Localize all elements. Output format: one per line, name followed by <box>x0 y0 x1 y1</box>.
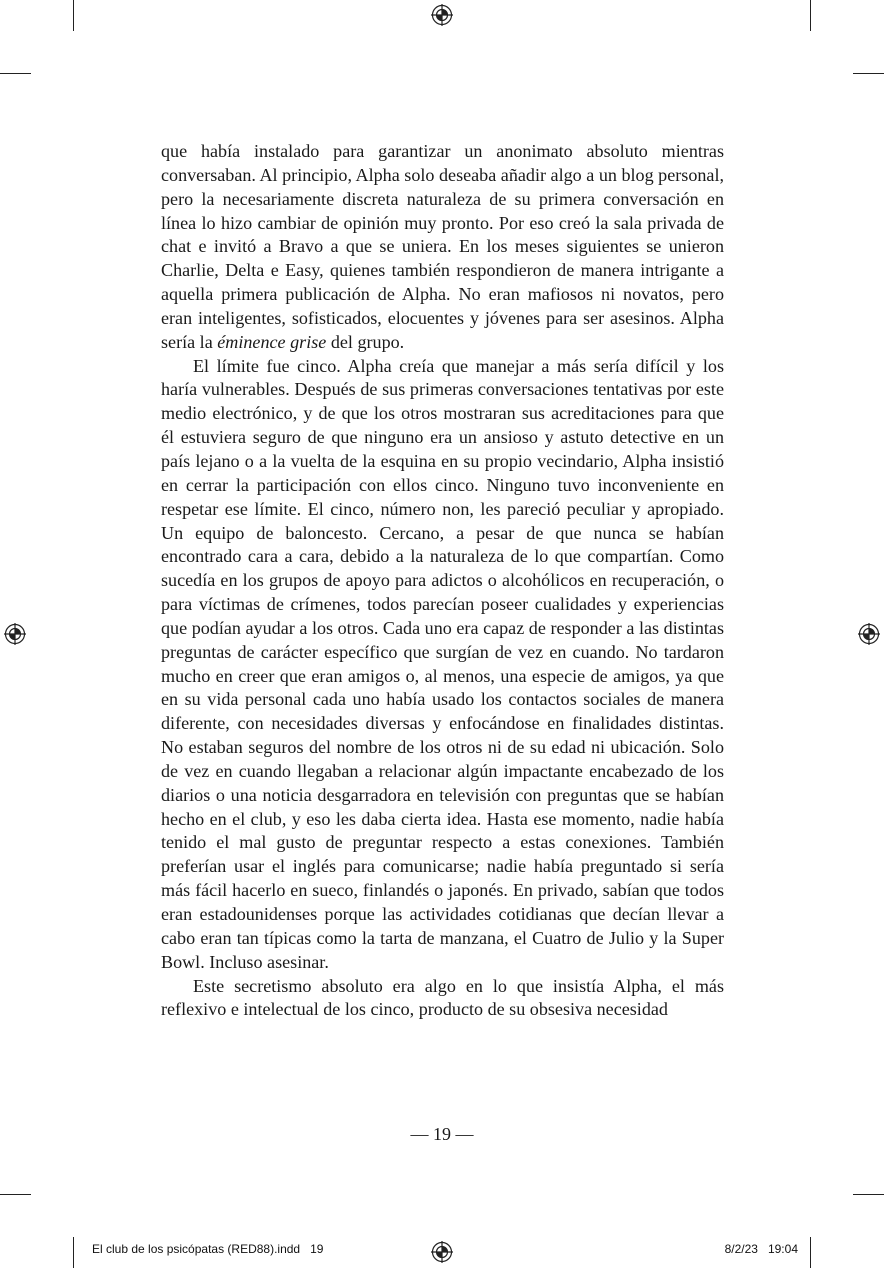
crop-mark-top-left-vertical <box>73 0 74 31</box>
paragraph-1-text-end: del grupo. <box>326 331 405 352</box>
paragraph-3 <box>161 975 724 1023</box>
crop-mark-top-right-vertical <box>810 0 811 31</box>
paragraph-1-italic-phrase: éminence grise <box>217 331 327 352</box>
crop-mark-bottom-right-vertical <box>810 1237 811 1268</box>
crop-mark-top-left-horizontal <box>0 73 31 74</box>
crop-mark-bottom-left-vertical <box>73 1237 74 1268</box>
registration-mark-top-icon <box>431 4 453 26</box>
slug-filename: El club de los psicópatas (RED88).indd 19 <box>92 1242 324 1256</box>
crop-mark-bottom-left-horizontal <box>0 1194 31 1195</box>
registration-mark-right-icon <box>858 623 880 645</box>
slug-datetime: 8/2/23 19:04 <box>724 1242 798 1256</box>
paragraph-1-text: que había instalado para garantizar un anonimato absoluto mientras conversaban. Al principio, Alpha solo deseaba añadir algo a un blog personal, pero la necesariamente discreta naturaleza de su primera conversación en línea lo hizo cambiar de opinión muy pronto. Por eso creó la sala privada de chat e invitó a Bravo a que se uniera. En los meses siguientes se unieron Charlie, Delta e Easy, quienes también respondieron de manera intrigante a aquella primera publicación de Alpha. No eran mafiosos ni novatos, pero eran inteligentes, sofisticados, elocuentes y jóvenes para ser asesinos. Alpha sería la <box>161 141 724 352</box>
paragraph-1 <box>161 140 724 355</box>
page-number: — 19 — <box>410 1124 474 1144</box>
crop-mark-top-right-horizontal <box>853 73 884 74</box>
registration-mark-bottom-icon <box>431 1241 453 1263</box>
paragraph-2 <box>161 355 724 975</box>
registration-mark-left-icon <box>4 623 26 645</box>
paragraph-3-text: Este secretismo absoluto era algo en lo que insistía Alpha, el más reflexivo e intelectual de los cinco, producto de su obsesiva necesidad <box>161 975 724 1020</box>
crop-mark-bottom-right-horizontal <box>853 1194 884 1195</box>
paragraph-2-text: El límite fue cinco. Alpha creía que manejar a más sería difícil y los haría vulnerables. Después de sus primeras conversaciones tentativas por este medio electrónico, y de que los otros mostraran sus acreditaciones para que él estuviera seguro de que ninguno era un ansioso y astuto detective en un país lejano o a la vuelta de la esquina en su propio vecindario, Alpha insistió en cerrar la participación con ellos cinco. Ninguno tuvo inconveniente en respetar ese límite. El cinco, número non, les pareció peculiar y apropiado. Un equipo de baloncesto. Cercano, a pesar de que nunca se habían encontrado cara a cara, debido a la naturaleza de lo que compartían. Como sucedía en los grupos de apoyo para adictos o alcohólicos en recuperación, o para víctimas de crímenes, todos parecían poseer cualidades y experiencias que podían ayudar a los otros. Cada uno era capaz de responder a las distintas preguntas de carácter específico que surgían de vez en cuando. No tardaron mucho en creer que eran amigos o, al menos, una especie de amigos, ya que en su vida personal cada uno había usado los contactos sociales de manera diferente, con necesidades diversas y enfocándose en finalidades distintas. No estaban seguros del nombre de los otros ni de su edad ni ubicación. Solo de vez en cuando llegaban a relacionar algún impactante encabezado de los diarios o una noticia desgarradora en televisión con preguntas que se habían hecho en el club, y eso les daba cierta idea. Hasta ese momento, nadie había tenido el mal gusto de preguntar respecto a estas conexiones. También preferían usar el inglés para comunicarse; nadie había preguntado si sería más fácil hacerlo en sueco, finlandés o japonés. En privado, sabían que todos eran estadounidenses porque las actividades cotidianas que decían llevar a cabo eran tan típicas como la tarta de manzana, el Cuatro de Julio y la Super Bowl. Incluso asesinar. <box>161 355 724 972</box>
body-text <box>161 140 724 1022</box>
